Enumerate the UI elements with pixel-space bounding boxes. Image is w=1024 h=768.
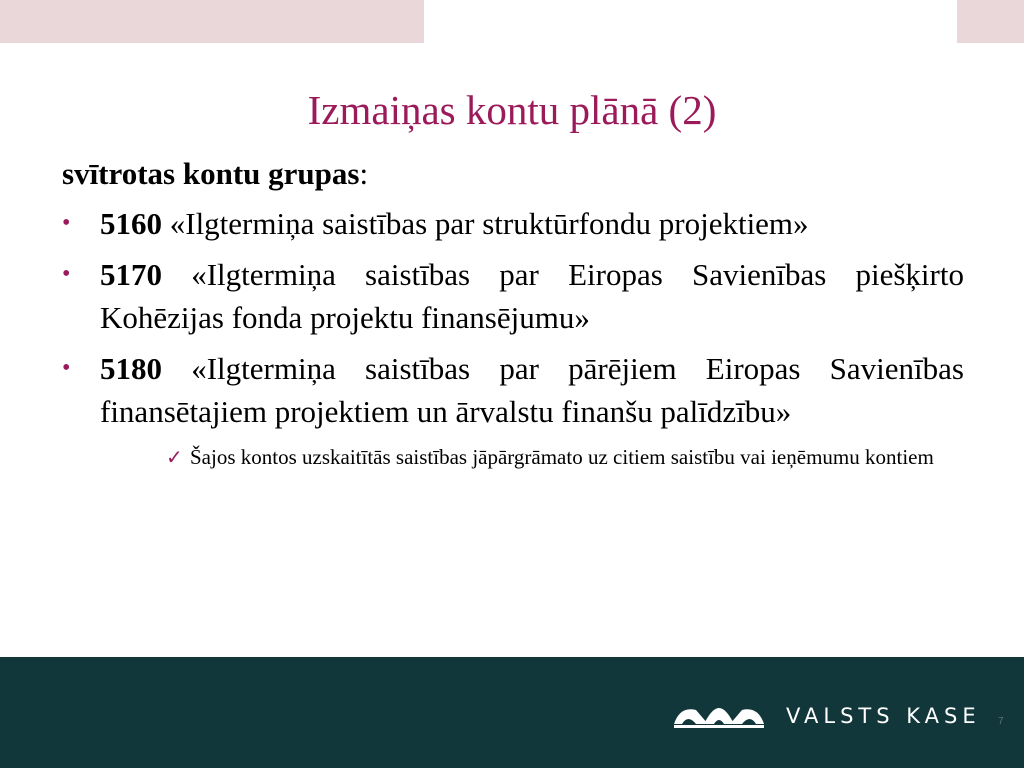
section-heading-bold: svītrotas kontu grupas	[62, 156, 360, 191]
bullet-item-5180	[62, 347, 964, 433]
account-description: «Ilgtermiņa saistības par Eiropas Savienības piešķirto Kohēzijas fonda projektu finansējumu»	[100, 257, 964, 335]
bullet-icon: •	[62, 210, 71, 236]
bullet-item-5170	[62, 253, 964, 339]
slide-title: Izmaiņas kontu plānā (2)	[307, 87, 717, 133]
bullet-item-5160	[62, 202, 964, 245]
bullet-icon: •	[62, 355, 71, 381]
account-description: «Ilgtermiņa saistības par pārējiem Eiropas Savienības finansētajiem projektiem un ārvalstu finanšu palīdzību»	[100, 351, 964, 429]
sub-note	[166, 441, 964, 473]
section-heading-suffix: :	[359, 156, 369, 191]
account-code: 5160	[100, 206, 162, 241]
valsts-kase-logo-icon	[674, 704, 764, 728]
bullet-icon: •	[62, 261, 71, 287]
slide-content	[62, 152, 964, 473]
checkmark-icon: ✓	[166, 445, 183, 469]
account-code: 5180	[100, 351, 162, 386]
account-code: 5170	[100, 257, 162, 292]
logo-text: VALSTS KASE	[786, 704, 981, 728]
sub-note-text: Šajos kontos uzskaitītās saistības jāpārgrāmato uz citiem saistību vai ieņēmumu kontiem	[190, 445, 934, 469]
valsts-kase-logo	[674, 700, 981, 732]
page-number: 7	[998, 716, 1004, 727]
top-decor-bar-right	[957, 0, 1024, 43]
top-decor-bar-left	[0, 0, 424, 43]
section-heading	[62, 152, 964, 196]
account-description: «Ilgtermiņa saistības par struktūrfondu projektiem»	[162, 206, 809, 241]
